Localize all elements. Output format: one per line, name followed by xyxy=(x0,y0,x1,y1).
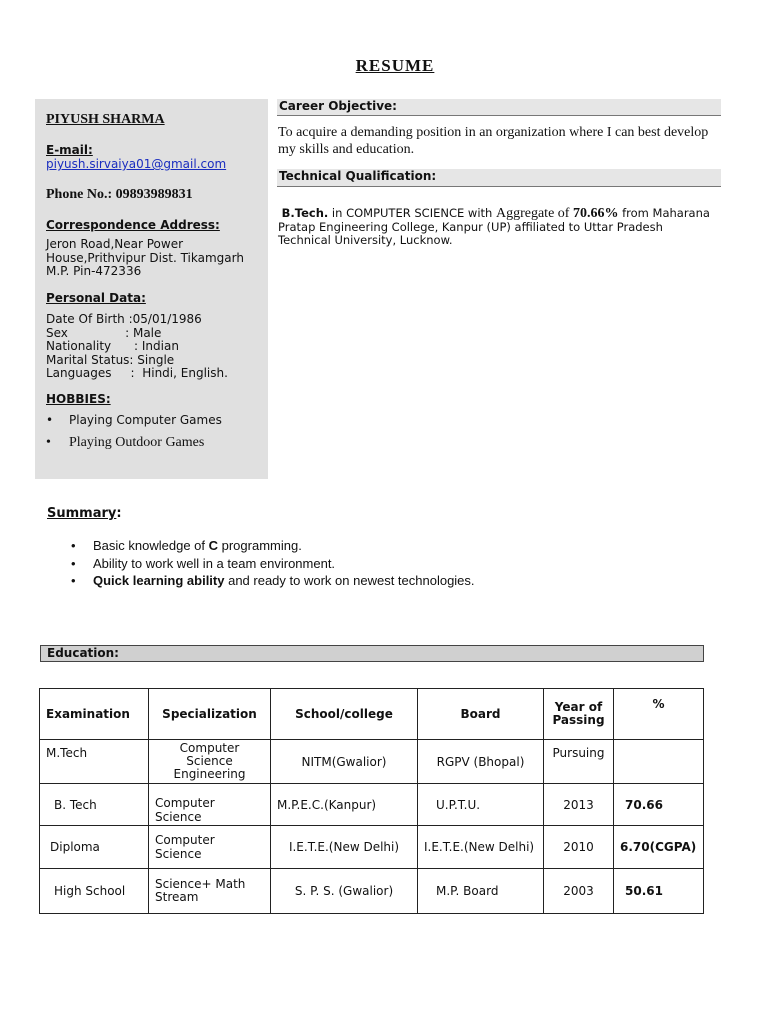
table-cell: 6.70(CGPA) xyxy=(614,826,704,869)
table-cell: M.P. Board xyxy=(418,869,544,914)
profile-panel xyxy=(35,99,268,479)
career-objective-heading: Career Objective: xyxy=(279,99,397,113)
email-label: E-mail: xyxy=(46,143,93,157)
text-fragment: and ready to work on newest technologies. xyxy=(224,573,475,588)
table-cell xyxy=(614,740,704,784)
text-fragment: C xyxy=(208,538,219,553)
aggregate-label: Aggregate of xyxy=(495,206,573,221)
table-cell: Science+ Math Stream xyxy=(149,869,271,914)
summary-heading-text: Summary xyxy=(47,506,117,521)
table-row xyxy=(40,784,704,826)
column-header: School/college xyxy=(271,689,418,740)
text-fragment: programming. xyxy=(218,538,302,553)
summary-item: • Ability to work well in a team environment. xyxy=(93,556,335,571)
hobbies-heading: HOBBIES: xyxy=(46,392,111,406)
text-fragment: Quick learning ability xyxy=(93,573,225,588)
branch: COMPUTER SCIENCE xyxy=(346,206,465,220)
education-header xyxy=(40,645,704,662)
table-header-row xyxy=(40,689,704,740)
technical-qualification-text xyxy=(278,207,718,248)
column-header: Examination xyxy=(40,689,149,740)
table-cell: M.P.E.C.(Kanpur) xyxy=(271,784,418,826)
personal-line: Date Of Birth :05/01/1986 xyxy=(46,312,202,326)
personal-line: Nationality : Indian xyxy=(46,339,179,353)
email-link[interactable]: piyush.sirvaiya01@gmail.com xyxy=(46,157,227,171)
candidate-name: PIYUSH SHARMA xyxy=(46,112,165,127)
address-line: House,Prithvipur Dist. Tikamgarh xyxy=(46,250,244,265)
table-cell: U.P.T.U. xyxy=(418,784,544,826)
column-header: Year of Passing xyxy=(544,689,614,740)
technical-qualification-header xyxy=(277,169,721,187)
table-cell: 70.66 xyxy=(614,784,704,826)
table-cell: Computer Science Engineering xyxy=(149,740,271,784)
aggregate-percent: 70.66% xyxy=(572,206,619,221)
table-cell: Pursuing xyxy=(544,740,614,784)
address-block xyxy=(46,238,244,279)
career-objective-text: To acquire a demanding position in an organization where I can best develop my skills and education. xyxy=(278,125,709,157)
correspondence-heading: Correspondence Address: xyxy=(46,218,220,232)
address-line: Jeron Road,Near Power xyxy=(46,237,184,251)
technical-qualification-heading: Technical Qualification: xyxy=(279,169,437,183)
personal-line: Marital Status: Single xyxy=(46,352,175,367)
personal-line: Sex : Male xyxy=(46,325,162,340)
table-cell: RGPV (Bhopal) xyxy=(418,740,544,784)
personal-data-block xyxy=(46,313,228,381)
summary-item xyxy=(93,538,302,553)
table-cell: High School xyxy=(40,869,149,914)
phone-number: Phone No.: 09893989831 xyxy=(46,187,193,202)
resume-title: RESUME xyxy=(355,56,435,75)
hobby-item: • Playing Outdoor Games xyxy=(69,435,204,451)
table-cell: I.E.T.E.(New Delhi) xyxy=(418,826,544,869)
text-fragment: in xyxy=(328,206,347,220)
table-cell: B. Tech xyxy=(40,784,149,826)
degree: B.Tech. xyxy=(281,206,329,220)
education-table xyxy=(39,688,704,914)
hobby-item: • Playing Computer Games xyxy=(69,413,222,427)
summary-item xyxy=(93,573,475,588)
table-cell: NITM(Gwalior) xyxy=(271,740,418,784)
column-header: % xyxy=(614,689,704,740)
address-line: M.P. Pin-472336 xyxy=(46,264,142,278)
table-cell: 2013 xyxy=(544,784,614,826)
career-objective-header xyxy=(277,99,721,116)
text-fragment: with xyxy=(464,206,496,220)
table-cell: 2003 xyxy=(544,869,614,914)
table-cell: Computer Science xyxy=(149,826,271,869)
table-cell: Diploma xyxy=(40,826,149,869)
table-row xyxy=(40,826,704,869)
column-header: Specialization xyxy=(149,689,271,740)
table-cell: I.E.T.E.(New Delhi) xyxy=(271,826,418,869)
table-cell: 2010 xyxy=(544,826,614,869)
text-fragment: Basic knowledge of xyxy=(93,538,209,553)
table-cell: M.Tech xyxy=(40,740,149,784)
technical-rest: from Maharana Pratap Engineering College, Kanpur (UP) affiliated to Uttar Pradesh Technical University, Lucknow. xyxy=(278,206,710,247)
table-row xyxy=(40,869,704,914)
personal-line: Languages : Hindi, English. xyxy=(46,366,228,380)
table-row xyxy=(40,740,704,784)
table-cell: Computer Science xyxy=(149,784,271,826)
column-header: Board xyxy=(418,689,544,740)
summary-colon: : xyxy=(116,506,122,521)
summary-heading xyxy=(47,506,122,521)
personal-data-heading: Personal Data: xyxy=(46,291,146,305)
table-cell: 50.61 xyxy=(614,869,704,914)
table-cell: S. P. S. (Gwalior) xyxy=(271,869,418,914)
education-heading: Education: xyxy=(47,646,119,660)
